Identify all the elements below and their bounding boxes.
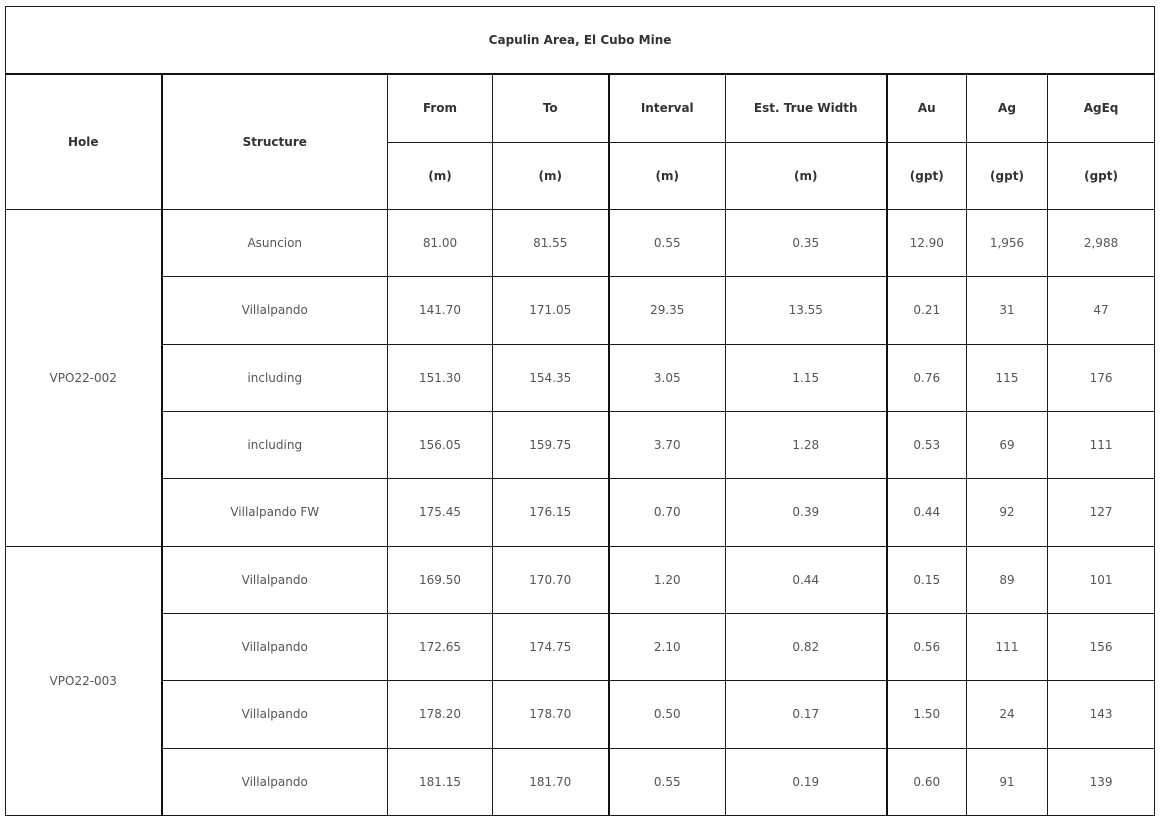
header-to: To	[493, 74, 609, 142]
structure-cell: Villalpando FW	[162, 479, 388, 546]
au-cell: 0.60	[887, 748, 967, 815]
interval-cell: 0.50	[609, 681, 726, 748]
ag-cell: 89	[967, 546, 1048, 613]
unit-to: (m)	[493, 142, 609, 209]
header-hole: Hole	[6, 74, 162, 209]
to-cell: 154.35	[493, 344, 609, 411]
header-from: From	[388, 74, 493, 142]
au-cell: 0.53	[887, 411, 967, 478]
interval-cell: 0.55	[609, 748, 726, 815]
from-cell: 169.50	[388, 546, 493, 613]
ag-cell: 31	[967, 277, 1048, 344]
hole-id: VPO22-002	[6, 209, 162, 546]
header-ag: Ag	[967, 74, 1048, 142]
structure-cell: including	[162, 344, 388, 411]
to-cell: 170.70	[493, 546, 609, 613]
results-table	[5, 6, 1155, 816]
unit-from: (m)	[388, 142, 493, 209]
hole-id: VPO22-003	[6, 546, 162, 815]
structure-cell: Villalpando	[162, 748, 388, 815]
unit-interval: (m)	[609, 142, 726, 209]
ag-cell: 1,956	[967, 209, 1048, 276]
table-row	[6, 681, 1155, 748]
interval-cell: 3.70	[609, 411, 726, 478]
header-row-labels	[6, 74, 1155, 142]
ageq-cell: 176	[1048, 344, 1155, 411]
ageq-cell: 156	[1048, 613, 1155, 680]
ag-cell: 115	[967, 344, 1048, 411]
au-cell: 12.90	[887, 209, 967, 276]
table-title: Capulin Area, El Cubo Mine	[6, 7, 1155, 75]
table-row	[6, 277, 1155, 344]
ageq-cell: 143	[1048, 681, 1155, 748]
true-width-cell: 0.17	[726, 681, 887, 748]
structure-cell: Villalpando	[162, 613, 388, 680]
true-width-cell: 0.44	[726, 546, 887, 613]
to-cell: 171.05	[493, 277, 609, 344]
ag-cell: 24	[967, 681, 1048, 748]
true-width-cell: 0.35	[726, 209, 887, 276]
header-structure: Structure	[162, 74, 388, 209]
structure-cell: including	[162, 411, 388, 478]
header-ageq: AgEq	[1048, 74, 1155, 142]
ageq-cell: 127	[1048, 479, 1155, 546]
structure-cell: Villalpando	[162, 277, 388, 344]
ag-cell: 92	[967, 479, 1048, 546]
table-row	[6, 748, 1155, 815]
ag-cell: 69	[967, 411, 1048, 478]
ageq-cell: 47	[1048, 277, 1155, 344]
interval-cell: 0.70	[609, 479, 726, 546]
from-cell: 175.45	[388, 479, 493, 546]
true-width-cell: 13.55	[726, 277, 887, 344]
header-true-width: Est. True Width	[726, 74, 887, 142]
to-cell: 174.75	[493, 613, 609, 680]
to-cell: 178.70	[493, 681, 609, 748]
table-row	[6, 613, 1155, 680]
ageq-cell: 101	[1048, 546, 1155, 613]
true-width-cell: 0.82	[726, 613, 887, 680]
from-cell: 151.30	[388, 344, 493, 411]
ageq-cell: 2,988	[1048, 209, 1155, 276]
au-cell: 0.56	[887, 613, 967, 680]
header-interval: Interval	[609, 74, 726, 142]
au-cell: 0.15	[887, 546, 967, 613]
true-width-cell: 1.28	[726, 411, 887, 478]
from-cell: 181.15	[388, 748, 493, 815]
to-cell: 81.55	[493, 209, 609, 276]
table-row	[6, 546, 1155, 613]
interval-cell: 2.10	[609, 613, 726, 680]
header-au: Au	[887, 74, 967, 142]
table-row	[6, 344, 1155, 411]
to-cell: 176.15	[493, 479, 609, 546]
interval-cell: 29.35	[609, 277, 726, 344]
unit-ag: (gpt)	[967, 142, 1048, 209]
unit-ageq: (gpt)	[1048, 142, 1155, 209]
ag-cell: 91	[967, 748, 1048, 815]
table-row	[6, 411, 1155, 478]
structure-cell: Villalpando	[162, 681, 388, 748]
unit-au: (gpt)	[887, 142, 967, 209]
true-width-cell: 0.19	[726, 748, 887, 815]
from-cell: 81.00	[388, 209, 493, 276]
to-cell: 159.75	[493, 411, 609, 478]
interval-cell: 0.55	[609, 209, 726, 276]
ageq-cell: 111	[1048, 411, 1155, 478]
from-cell: 178.20	[388, 681, 493, 748]
from-cell: 141.70	[388, 277, 493, 344]
table-row	[6, 479, 1155, 546]
ageq-cell: 139	[1048, 748, 1155, 815]
table-row	[6, 209, 1155, 276]
true-width-cell: 0.39	[726, 479, 887, 546]
au-cell: 1.50	[887, 681, 967, 748]
from-cell: 172.65	[388, 613, 493, 680]
unit-true-width: (m)	[726, 142, 887, 209]
au-cell: 0.21	[887, 277, 967, 344]
ag-cell: 111	[967, 613, 1048, 680]
from-cell: 156.05	[388, 411, 493, 478]
au-cell: 0.44	[887, 479, 967, 546]
structure-cell: Asuncion	[162, 209, 388, 276]
interval-cell: 3.05	[609, 344, 726, 411]
to-cell: 181.70	[493, 748, 609, 815]
title-row	[6, 7, 1155, 75]
interval-cell: 1.20	[609, 546, 726, 613]
true-width-cell: 1.15	[726, 344, 887, 411]
au-cell: 0.76	[887, 344, 967, 411]
structure-cell: Villalpando	[162, 546, 388, 613]
